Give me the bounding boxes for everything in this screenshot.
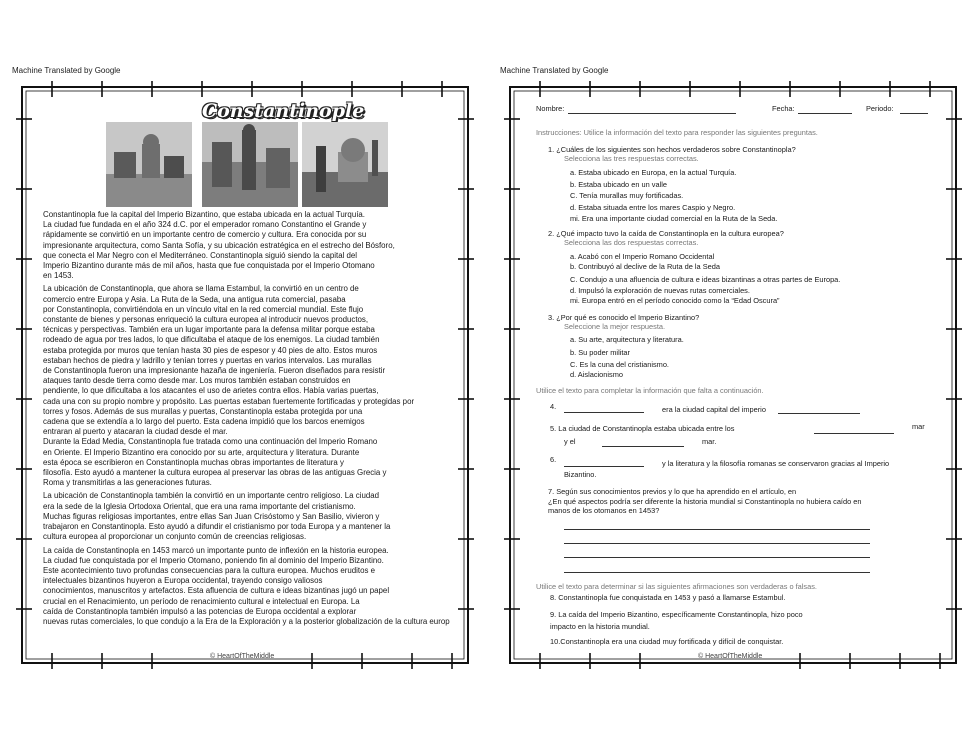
period-field[interactable] [900, 113, 928, 114]
question-6-text: y la literatura y la filosofía romanas se conservaron gracias al Imperio [662, 459, 890, 468]
instructions-1: Instrucciones: Utilice la información del texto para responder las siguientes preguntas. [536, 128, 818, 137]
date-field[interactable] [798, 113, 852, 114]
question-4-text: era la ciudad capital del imperio [662, 405, 766, 414]
date-label: Fecha: [772, 104, 795, 113]
paragraph: La ubicación de Constantinopla también la convirtió en un importante centro religioso. La ciudad era la sede de la Iglesia Ortodoxa Oriental, que era una rama importante del cristianismo. Muchas figuras religiosas importantes, entre ellas San Juan Crisóstomo y San Basilio, vivieron y trabajaron en Constantinopla. Esto ayudó a difundir el cristianismo por toda Europa y a mantener la cultura europea al proporcionar un conjunto común de creencias religiosas. [43, 491, 391, 542]
question-2: 2. ¿Qué impacto tuvo la caída de Constantinopla en la cultura europea? [548, 229, 784, 238]
period-label: Periodo: [866, 104, 894, 113]
machine-translated-label: Machine Translated by Google [500, 66, 609, 75]
question-3-option-a[interactable]: a. Su arte, arquitectura y literatura. [570, 335, 684, 344]
name-field[interactable] [568, 113, 736, 114]
page-title: Constantinople [202, 100, 365, 122]
question-8: 8. Constantinopla fue conquistada en 1453 y pasó a llamarse Estambul. [550, 593, 786, 602]
question-2-options[interactable]: C. Condujo a una afluencia de cultura e ideas bizantinas a otras partes de Europa. d. Impulsó la exploración de nuevas rutas comerciales. mi. Europa entró en el período conocido como la “Edad Oscura” [570, 275, 841, 306]
question-9: 9. La caída del Imperio Bizantino, específicamente Constantinopla, hizo poco impacto en la historia mundial. [550, 610, 803, 631]
article-text [43, 210, 489, 630]
question-10: 10.Constantinopla era una ciudad muy fortificada y difícil de conquistar. [550, 637, 784, 646]
city-image-3 [302, 122, 388, 207]
question-2-hint: Selecciona las dos respuestas correctas. [564, 238, 699, 247]
footer-credit: © HeartOfTheMiddle [210, 653, 275, 660]
answer-line[interactable] [564, 572, 870, 573]
question-5-y: y el [564, 437, 576, 446]
question-5-mar: mar [912, 422, 925, 431]
question-2-options[interactable]: a. Acabó con el Imperio Romano Occidental b. Contribuyó al declive de la Ruta de la Seda [570, 252, 720, 271]
question-5-mar2: mar. [702, 437, 717, 446]
paragraph: La ubicación de Constantinopla, que ahora se llama Estambul, la convirtió en un centro de comercio entre Europa y Asia. La Ruta de la Seda, una antigua ruta comercial, pasaba por Constantinopla, convirtiéndola en un vínculo vital en la red comercial mundial. Este flujo constante de bienes y personas enriqueció la cultura europea al introducir nuevos productos, técnicas y perspectivas. También era un lugar importante para la defensa militar porque estaba rodeado de agua por tres lados, lo que dificultaba el ataque de los enemigos. La ciudad también estaba protegida por muros que tenían hasta 30 pies de espesor y 40 pies de alto. Estos muros estaban hechos de piedra y ladrillo y tenían torres y puertas en varios intervalos. Las murallas de Constantinopla fueron una impresionante hazaña de ingeniería. Fueron diseñados para resistir ataques tanto desde tierra como desde mar. Los muros también estaban construidos en pendiente, lo que dificultaba a los atacantes el uso de arietes contra ellos. Había varias puertas, cada una con su propio nombre y propósito. Las puertas estaban fuertemente fortificadas y protegidas por torres y fosos. Además de sus murallas y puertas, Constantinopla estaba protegida por una cadena que se extendía a lo largo del puerto. Esta cadena impidió que los barcos enemigos entraran al puerto y atacaran la ciudad desde el mar. Durante la Edad Media, Constantinopla fue tratada como una continuación del Imperio Romano en Oriente. El Imperio Bizantino era conocido por su arte, arquitectura y literatura. Durante esta época se escribieron en Constantinopla muchas obras importantes de literatura y filosofía. Esto ayudó a mantener la cultura europea al preservar las obras de las antiguas Grecia y Roma y transmitirlas a las generaciones futuras. [43, 284, 415, 488]
answer-blank[interactable] [602, 446, 684, 447]
answer-blank[interactable] [564, 466, 644, 467]
question-1: 1. ¿Cuáles de los siguientes son hechos verdaderos sobre Constantinopla? [548, 145, 796, 154]
question-3: 3. ¿Por qué es conocido el Imperio Bizantino? [548, 313, 700, 322]
machine-translated-label: Machine Translated by Google [12, 66, 121, 75]
question-1-hint: Selecciona las tres respuestas correctas. [564, 154, 699, 163]
reading-page [12, 79, 478, 671]
name-label: Nombre: [536, 104, 565, 113]
question-5-text: 5. La ciudad de Constantinopla estaba ubicada entre los [550, 424, 735, 433]
answer-line[interactable] [564, 557, 870, 558]
city-image-2 [202, 122, 298, 207]
footer-credit: © HeartOfTheMiddle [698, 653, 763, 660]
question-7: 7. Según sus conocimientos previos y lo que ha aprendido en el artículo, en ¿En qué aspectos podría ser diferente la historia mundial si Constantinopla no hubiera caído en manos de los otomanos en 1453? [548, 487, 862, 515]
paragraph: La caída de Constantinopla en 1453 marcó un importante punto de inflexión en la historia europea. La ciudad fue conquistada por el Imperio Otomano, poniendo fin al dominio del Imperio Bizantino. Este acontecimiento tuvo profundas consecuencias para la cultura europea. Muchos eruditos e intelectuales bizantinos huyeron a Europa occidental, trayendo consigo valiosos conocimientos, manuscritos y artefactos. Esta afluencia de cultura e ideas bizantinas jugó un papel crucial en el Renacimiento, un período de renacimiento cultural e intelectual en Europa. La caída de Constantinopla también impulsó a las potencias de Europa occidental a explorar nuevas rutas comerciales, lo que condujo a la Era de la Exploración y a la posterior globalización de la cultura europ [43, 545, 450, 626]
questions-page [500, 79, 966, 671]
answer-blank[interactable] [778, 413, 860, 414]
instructions-2: Utilice el texto para completar la información que falta a continuación. [536, 386, 764, 395]
question-4-number: 4. [550, 402, 557, 411]
instructions-3: Utilice el texto para determinar si las siguientes afirmaciones son verdaderas o falsas. [536, 582, 817, 591]
question-6-number: 6. [550, 455, 557, 464]
answer-blank[interactable] [814, 433, 894, 434]
question-3-hint: Seleccione la mejor respuesta. [564, 322, 666, 331]
city-image-1 [106, 122, 192, 207]
answer-line[interactable] [564, 529, 870, 530]
question-6-continuation: Bizantino. [564, 470, 597, 479]
question-3-option-b[interactable]: b. Su poder militar [570, 348, 630, 357]
question-3-option-c[interactable]: C. Es la cuna del cristianismo. d. Aislacionismo [570, 360, 669, 379]
paragraph: Constantinopla fue la capital del Imperio Bizantino, que estaba ubicada en la actual Turquía. La ciudad fue fundada en el año 324 d.C. por el emperador romano Constantino el Grande y rápidamente se convirtió en un importante centro de comercio y cultura. Era conocida por su impresionante arquitectura, como Santa Sofía, y su ubicación estratégica en el estrecho del Bósforo, que conecta el Mar Negro con el Mediterráneo. Constantinopla siguió siendo la capital del Imperio Bizantino durante más de mil años, hasta que fue conquistada por el Imperio Otomano en 1453. [43, 210, 395, 281]
answer-line[interactable] [564, 543, 870, 544]
question-1-options[interactable]: a. Estaba ubicado en Europa, en la actual Turquía. b. Estaba ubicado en un valle C. Tenía murallas muy fortificadas. d. Estaba situada entre los mares Caspio y Negro. mi. Era una importante ciudad comercial en la Ruta de la Seda. [570, 168, 778, 224]
answer-blank[interactable] [564, 412, 644, 413]
